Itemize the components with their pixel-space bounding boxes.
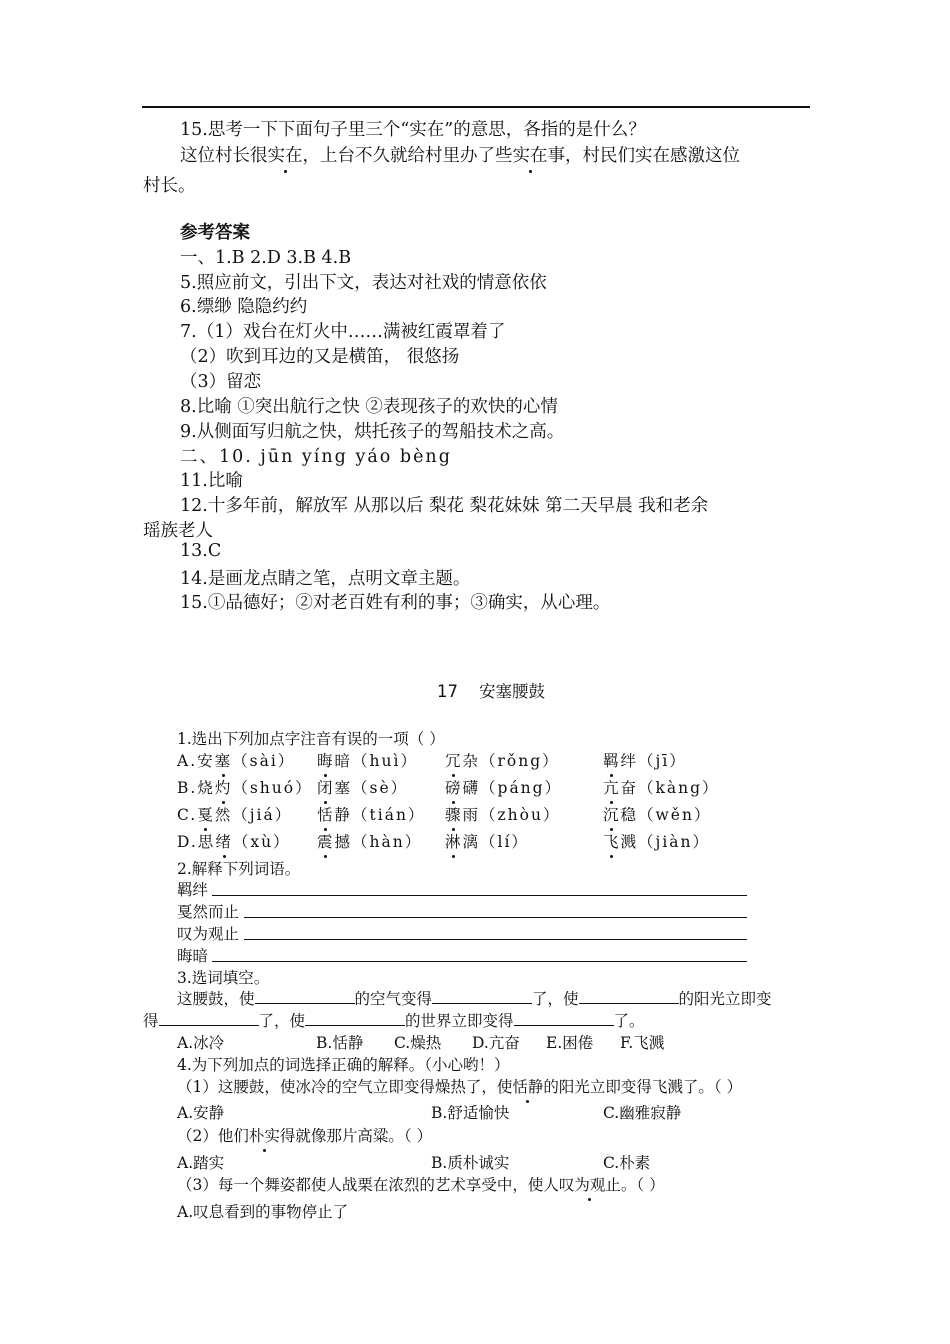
answer-12: 12.十多年前，解放军 从那以后 梨花 梨花妹妹 第二天早晨 我和老余 [180,496,709,516]
ex4-q3-option: A.叹息看到的事物停止了 [177,1203,349,1221]
ex1-option-c4: 沉稳（wěn） [603,806,712,824]
ex1-option-c2: 恬静（tián） [317,806,426,824]
ex3-blank[interactable] [255,989,355,1004]
ex1-option-c: C.戛然（jiá） [177,806,293,824]
q15-prompt: 15.思考一下下面句子里三个“实在”的意思，各指的是什么？ [180,120,646,140]
q15-sentence: 这位村长很实在，上台不久就给村里办了些实在事，村民们实在感激这位 [180,146,740,166]
ex1-option-b2: 闭塞（sè） [317,779,409,797]
ex4-q3: （3）每一个舞姿都使人战栗在浓烈的艺术享受中，使人叹为观止。（ ） [177,1176,665,1194]
answer-10: 二、10. jūn yíng yáo bèng [180,447,452,467]
q15-sentence-cont: 村长。 [143,176,196,196]
ex3-sentence-cont: 得 了，使 的世界立即变得 了。 [143,1012,645,1030]
answer-11: 11.比喻 [180,471,243,491]
answer-5: 5.照应前文，引出下文，表达对社戏的情意依依 [180,273,547,293]
ex4-q2-option: C.朴素 [603,1154,651,1172]
ex4-q1-option: A.安静 [177,1104,225,1122]
ex4-q1-word: 恬静 [512,1078,544,1096]
ex1-option-b4: 亢奋（kàng） [603,779,720,797]
ex4-q1: （1）这腰鼓，使冰冷的空气立即变得燥热了，使恬静的阳光立即变得飞溅了。（ ） [177,1078,743,1096]
ex2-answer-line[interactable] [244,939,747,940]
lesson-title: 17 安塞腰鼓 [437,682,545,701]
ex1-option-a2: 晦暗（huì） [317,752,418,770]
ex3-blank[interactable] [579,989,679,1004]
answer-7-2: （2）吹到耳边的又是横笛， 很悠扬 [180,347,460,367]
ex1-option-a4: 羁绊（jī） [603,752,687,770]
ex4-prompt: 4.为下列加点的词选择正确的解释。（小心哟！） [177,1056,510,1074]
ex1-option-a: A.安塞（sài） [177,752,296,770]
ex1-option-d: D.思绪（xù） [177,833,291,851]
ex1-prompt: 1.选出下列加点字注音有误的一项（ ） [177,730,445,748]
answer-7: 7.（1）戏台在灯火中……满被红霞罩着了 [180,322,506,342]
answer-13: 13.C [180,541,222,561]
ex4-q2: （2）他们朴实得就像那片高粱。（ ） [177,1127,433,1145]
ex3-sentence: 这腰鼓，使 的空气变得 了，使 的阳光立即变 [177,990,772,1008]
ex3-option: C.燥热 [394,1034,442,1052]
ex1-option-d4: 飞溅（jiàn） [603,833,711,851]
ex1-option-d3: 淋漓（lí） [445,833,529,851]
ex2-answer-line[interactable] [244,917,747,918]
answer-6: 6.缥缈 隐隐约约 [180,297,308,317]
ex1-option-c3: 骤雨（zhòu） [445,806,561,824]
answer-7-3: （3）留恋 [180,372,262,392]
ex3-blank[interactable] [432,989,532,1004]
ex2-prompt: 2.解释下列词语。 [177,860,301,878]
ex3-blank[interactable] [159,1011,259,1026]
ex4-q1-option: C.幽雅寂静 [603,1104,682,1122]
ex3-prompt: 3.选词填空。 [177,969,270,987]
ex1-option-b3: 磅礴（páng） [445,779,563,797]
ex4-q2-word: 朴实 [248,1127,280,1145]
ex3-option: D.亢奋 [472,1034,520,1052]
ex4-q1-option: B.舒适愉快 [431,1104,510,1122]
answer-9: 9.从侧面写归航之快，烘托孩子的驾船技术之高。 [180,422,565,442]
ex1-option-d2: 震撼（hàn） [317,833,423,851]
ex3-blank[interactable] [305,1011,405,1026]
ex2-term: 叹为观止 [177,925,240,943]
answer-1-4: 一、1.B 2.D 3.B 4.B [180,248,352,268]
answer-12-cont: 瑶族老人 [143,521,213,541]
ex4-q2-option: A.踏实 [177,1154,225,1172]
ex2-answer-line[interactable] [212,961,747,962]
ex2-term: 晦暗 [177,947,209,965]
top-rule [142,106,810,108]
ex3-option: E.困倦 [546,1034,594,1052]
answer-14: 14.是画龙点睛之笔，点明文章主题。 [180,569,471,589]
ex3-option: B.恬静 [316,1034,364,1052]
ex2-answer-line[interactable] [212,895,747,896]
ex3-blank[interactable] [514,1011,614,1026]
answer-8: 8.比喻 ①突出航行之快 ②表现孩子的欢快的心情 [180,397,558,417]
ex4-q3-word: 叹为观止 [558,1176,621,1194]
ex2-term: 戛然而止 [177,903,240,921]
ex1-option-a3: 冗杂（rǒng） [445,752,560,770]
ex3-option: F.飞溅 [620,1034,665,1052]
answers-heading: 参考答案 [180,223,250,243]
ex3-option: A.冰冷 [177,1034,225,1052]
answer-15: 15.①品德好；②对老百姓有利的事；③确实，从心理。 [180,593,611,613]
ex1-option-b: B.烧灼（shuó） [177,779,313,797]
ex4-q2-option: B.质朴诚实 [431,1154,510,1172]
ex2-term: 羁绊 [177,881,209,899]
